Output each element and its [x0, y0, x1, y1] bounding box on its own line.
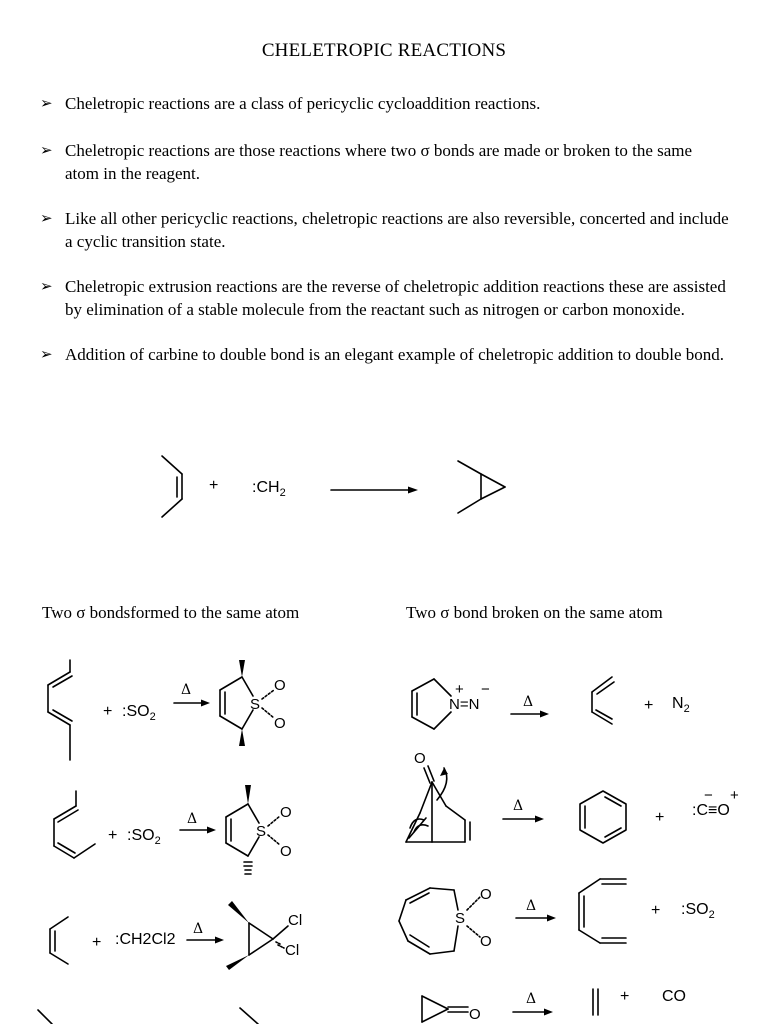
plus-sign: + — [620, 988, 630, 1005]
heat-symbol: Δ — [193, 921, 204, 937]
oxygen-atom: O — [280, 804, 292, 821]
section-heading-broken: Two σ bond broken on the same atom — [406, 603, 663, 622]
right-reaction-2 — [406, 750, 739, 843]
right-reaction-4 — [422, 988, 686, 1023]
oxygen-atom: O — [280, 843, 292, 860]
pyrroline-diazene-structure — [412, 679, 451, 729]
chlorine-atom: Cl — [285, 942, 300, 959]
butadiene-structure — [592, 677, 614, 724]
plus-sign: + — [209, 477, 219, 494]
norbornadienone-structure — [406, 766, 470, 842]
negative-charge: − — [481, 681, 490, 698]
carbene-reagent: $:CH_2$ — [252, 479, 286, 499]
hexadiene-structure — [48, 660, 72, 760]
sulfur-atom: S — [455, 910, 466, 927]
bullet-arrow-icon: ➢ — [40, 141, 53, 159]
left-reaction-3 — [50, 901, 302, 970]
cyclopropanone-structure — [422, 996, 468, 1022]
oxygen-atom: O — [480, 933, 492, 950]
cyclopropane-structure — [458, 461, 505, 513]
sulfolene-structure — [220, 660, 274, 746]
carbon-monoxide-product: CO — [662, 988, 686, 1005]
bullet-text: Cheletropic reactions are those reactions where two σ bonds are made or broken to the same atom in the reagent. — [65, 141, 693, 183]
sulfolene-structure — [226, 785, 280, 874]
plus-sign: + — [644, 697, 654, 714]
alkene-structure — [162, 456, 182, 517]
heat-symbol: Δ — [181, 682, 192, 698]
left-reaction-2 — [54, 785, 292, 874]
reaction-arrow — [331, 487, 418, 494]
nitrogen-product: $N_2$ — [672, 695, 690, 715]
heat-symbol: Δ — [526, 991, 537, 1007]
oxygen-atom: O — [274, 677, 286, 694]
cyclic-sulfone-structure — [399, 888, 480, 954]
carbene-addition-scheme — [162, 456, 505, 517]
bullet-text: Addition of carbine to double bond is an elegant example of cheletropic addition to double bond. — [65, 345, 725, 364]
oxygen-atom: O — [274, 715, 286, 732]
heat-symbol: Δ — [523, 694, 534, 710]
oxygen-atom: O — [414, 750, 426, 767]
bullet-arrow-icon: ➢ — [40, 277, 53, 295]
bullet-arrow-icon: ➢ — [40, 209, 53, 227]
heat-symbol: Δ — [526, 898, 537, 914]
oxygen-atom: O — [480, 886, 492, 903]
section-heading-formed: Two σ bondsformed to the same atom — [42, 603, 300, 622]
plus-sign: + — [103, 703, 113, 720]
right-reaction-1 — [412, 677, 690, 729]
bullet-text: Cheletropic reactions are a class of pericyclic cycloaddition reactions. — [65, 94, 541, 113]
plus-sign: + — [651, 902, 661, 919]
hexatriene-structure — [579, 879, 626, 943]
positive-charge: + — [730, 787, 739, 804]
plus-sign: + — [655, 809, 665, 826]
heat-symbol: Δ — [187, 811, 198, 827]
sulfur-atom: S — [250, 696, 261, 713]
oxygen-atom: O — [469, 1006, 481, 1023]
dichlorocarbene-reagent: :CH2Cl2 — [115, 931, 176, 948]
carbon-monoxide-product: :C≡O — [692, 802, 730, 819]
right-reaction-3 — [399, 879, 715, 954]
bullet-text: Like all other pericyclic reactions, cheletropic reactions are also reversible, concerted and include a cyclic transition state. — [65, 209, 729, 251]
page-title: CHELETROPIC REACTIONS — [261, 40, 507, 61]
left-reaction-1 — [48, 660, 286, 760]
so2-reagent: $:SO_2$ — [127, 827, 161, 847]
sulfur-atom: S — [256, 823, 267, 840]
ethylene-structure — [593, 989, 598, 1015]
dichlorocyclopropane-structure — [226, 901, 288, 970]
benzene-structure — [580, 791, 626, 843]
so2-reagent: $:SO_2$ — [122, 703, 156, 723]
chlorine-atom: Cl — [288, 912, 303, 929]
hexadiene-structure — [54, 791, 95, 858]
heat-symbol: Δ — [513, 798, 524, 814]
butene-structure — [50, 917, 68, 964]
bullet-text: Cheletropic extrusion reactions are the reverse of cheletropic addition reactions these are assisted by elimination of a stable molecule from the reactant such as nitrogen or carbon monoxide. — [65, 277, 726, 319]
so2-product: $:SO_2$ — [681, 901, 715, 921]
diazene-atoms: N=N — [449, 696, 480, 713]
plus-sign: + — [92, 934, 102, 951]
plus-sign: + — [108, 827, 118, 844]
bullet-arrow-icon: ➢ — [40, 94, 53, 112]
bullet-arrow-icon: ➢ — [40, 345, 53, 363]
positive-charge: + — [455, 681, 464, 698]
left-reaction-4-partial — [38, 1008, 258, 1024]
negative-charge: − — [704, 787, 713, 804]
